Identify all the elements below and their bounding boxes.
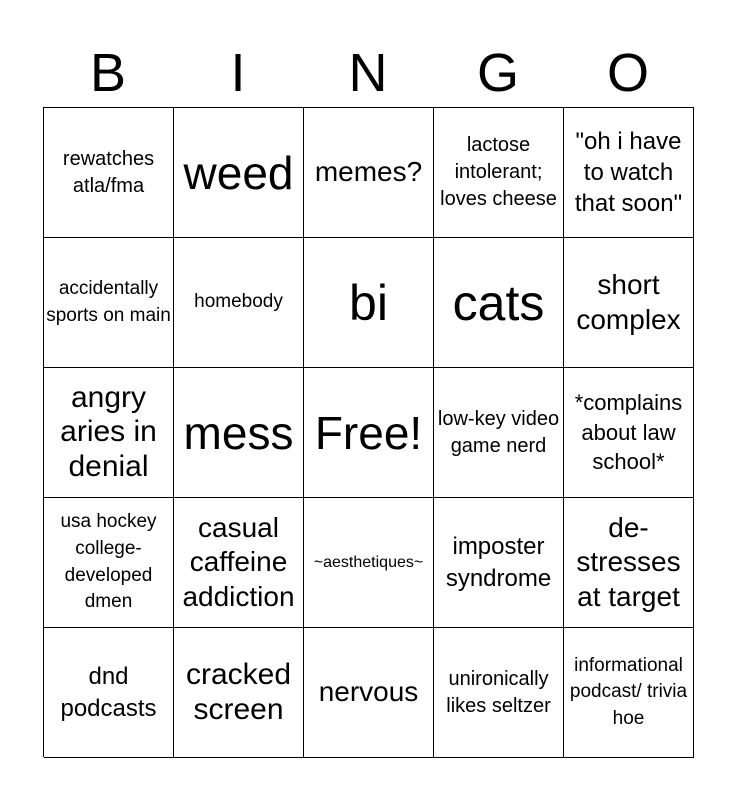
- bingo-cell[interactable]: casual caffeine addiction: [174, 498, 304, 628]
- bingo-cell[interactable]: mess: [174, 368, 304, 498]
- bingo-cell[interactable]: imposter syndrome: [434, 498, 564, 628]
- header-letter-b: B: [89, 43, 127, 103]
- bingo-cell[interactable]: rewatches atla/fma: [44, 108, 174, 238]
- free-space-cell[interactable]: Free!: [304, 368, 434, 498]
- bingo-cell[interactable]: informational podcast/ trivia hoe: [564, 628, 694, 758]
- bingo-cell[interactable]: short complex: [564, 238, 694, 368]
- bingo-cell[interactable]: unironically likes seltzer: [434, 628, 564, 758]
- bingo-cell[interactable]: lactose intolerant; loves cheese: [434, 108, 564, 238]
- bingo-cell[interactable]: accidentally sports on main: [44, 238, 174, 368]
- bingo-cell[interactable]: bi: [304, 238, 434, 368]
- bingo-cell[interactable]: *complains about law school*: [564, 368, 694, 498]
- bingo-grid: [43, 107, 694, 757]
- header-letter-n: N: [348, 43, 388, 103]
- bingo-cell[interactable]: usa hockey college-developed dmen: [44, 498, 174, 628]
- header-letter-i: I: [230, 43, 246, 103]
- bingo-header: [43, 40, 693, 106]
- header-letter-g: G: [476, 43, 519, 103]
- bingo-cell[interactable]: "oh i have to watch that soon": [564, 108, 694, 238]
- header-letter-o: O: [606, 43, 649, 103]
- bingo-cell[interactable]: angry aries in denial: [44, 368, 174, 498]
- bingo-cell[interactable]: low-key video game nerd: [434, 368, 564, 498]
- bingo-cell[interactable]: homebody: [174, 238, 304, 368]
- bingo-cell[interactable]: dnd podcasts: [44, 628, 174, 758]
- bingo-cell[interactable]: ~aesthetiques~: [304, 498, 434, 628]
- bingo-cell[interactable]: cracked screen: [174, 628, 304, 758]
- bingo-cell[interactable]: de-stresses at target: [564, 498, 694, 628]
- bingo-cell[interactable]: cats: [434, 238, 564, 368]
- bingo-cell[interactable]: nervous: [304, 628, 434, 758]
- bingo-cell[interactable]: memes?: [304, 108, 434, 238]
- bingo-cell[interactable]: weed: [174, 108, 304, 238]
